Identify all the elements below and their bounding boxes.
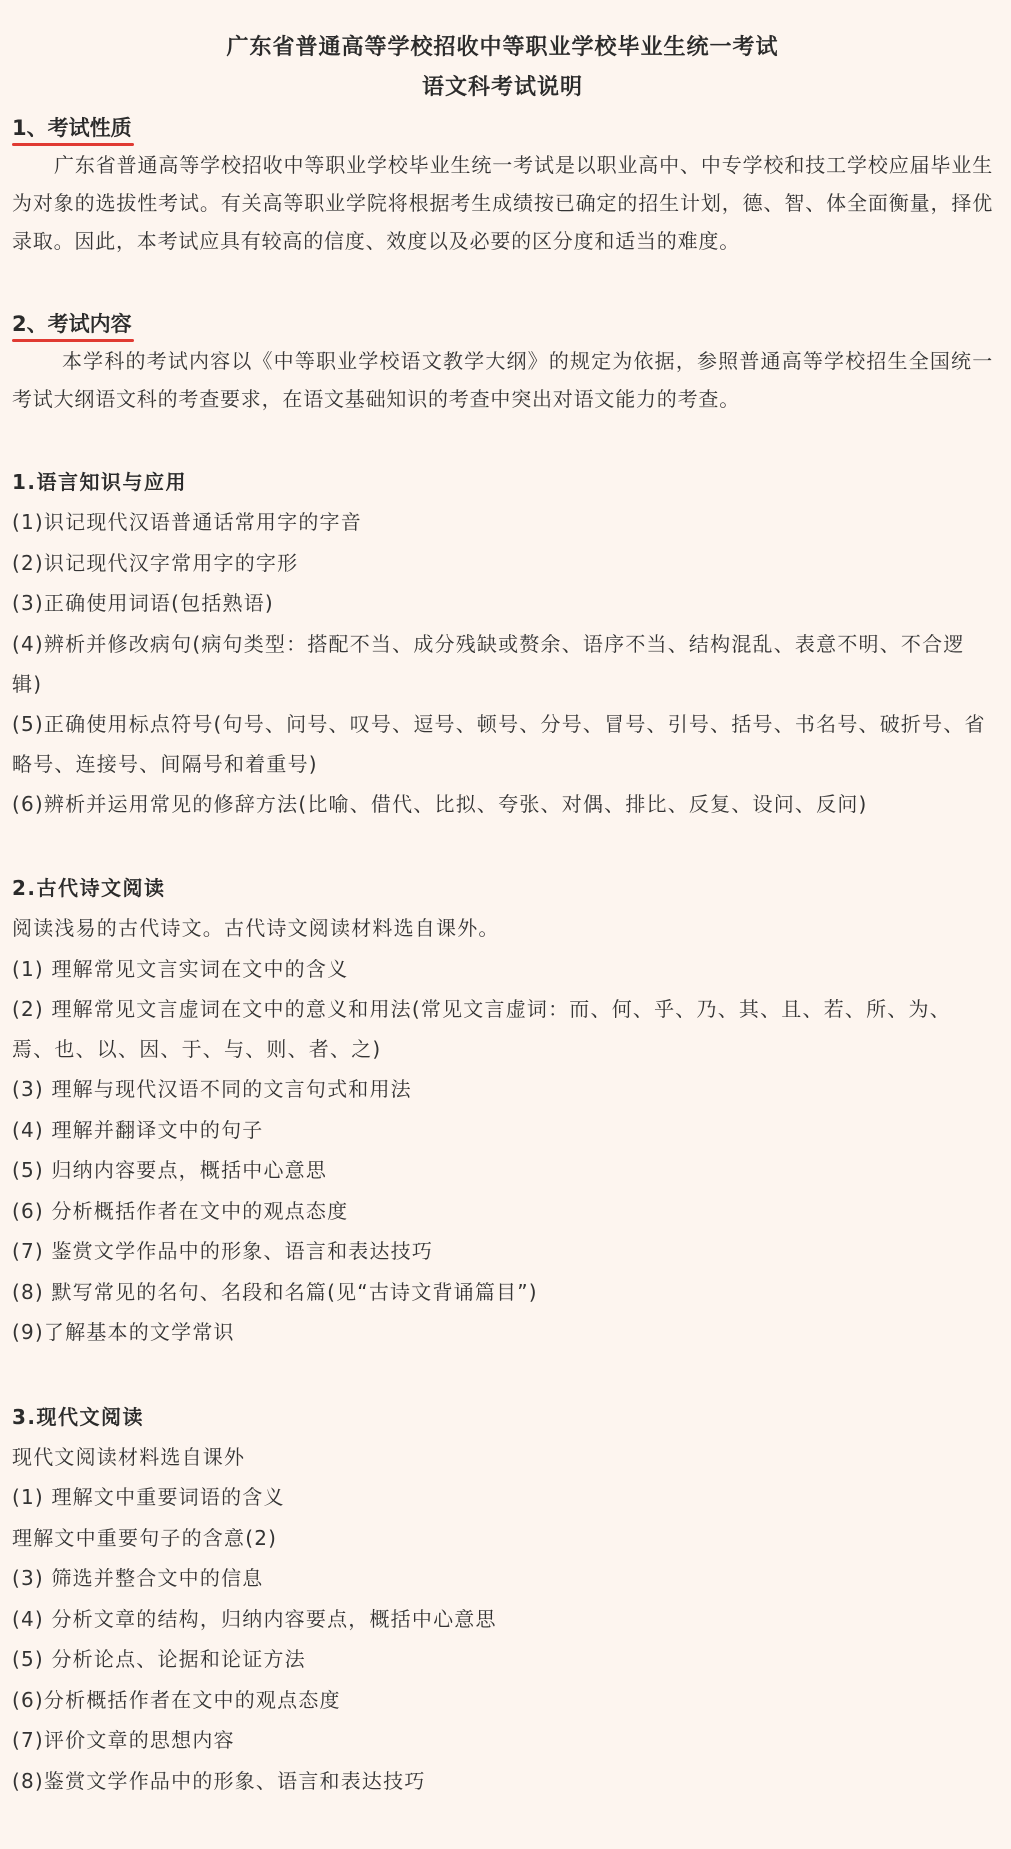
list-item: (1) 理解文中重要词语的含义 xyxy=(12,1485,285,1509)
list-item: (2)识记现代汉字常用字的字形 xyxy=(12,550,299,575)
subsection-intro: 阅读浅易的古代诗文。古代诗文阅读材料选自课外。 xyxy=(12,916,500,940)
list-item: (3) 筛选并整合文中的信息 xyxy=(12,1566,264,1590)
list-item: (9)了解基本的文学常识 xyxy=(12,1320,235,1344)
spacer xyxy=(12,260,993,304)
spacer xyxy=(12,1353,993,1397)
list-item: (6) 分析概括作者在文中的观点态度 xyxy=(12,1198,349,1223)
list-item: (2) 理解常见文言虚词在文中的意义和用法(常见文言虚词：而、何、乎、乃、其、且、若、所、为、焉、也、以、因、于、与、则、者、之) xyxy=(12,997,951,1061)
list-item: (5) 分析论点、论据和论证方法 xyxy=(12,1647,306,1671)
section-heading-exam-nature xyxy=(12,110,132,146)
section-paragraph-exam-nature: 广东省普通高等学校招收中等职业学校毕业生统一考试是以职业高中、中专学校和技工学校应届毕业生为对象的选拔性考试。有关高等职业学院将根据考生成绩按已确定的招生计划，德、智、体全面衡量，择优录取。因此，本考试应具有较高的信度、效度以及必要的区分度和适当的难度。 xyxy=(12,153,993,253)
spacer xyxy=(12,824,993,868)
list-item: (6)分析概括作者在文中的观点态度 xyxy=(12,1687,341,1712)
section-paragraph-exam-content: 本学科的考试内容以《中等职业学校语文教学大纲》的规定为依据，参照普通高等学校招生全国统一考试大纲语文科的考查要求，在语文基础知识的考查中突出对语文能力的考查。 xyxy=(12,349,993,411)
section-heading-label: 1、考试性质 xyxy=(12,116,132,140)
list-item: (4) 理解并翻译文中的句子 xyxy=(12,1117,264,1142)
section-heading-label: 2、考试内容 xyxy=(12,312,132,336)
document-title-line2: 语文科考试说明 xyxy=(421,75,583,100)
subsection-heading-classical: 2.古代诗文阅读 xyxy=(12,876,166,900)
subsection-heading-language: 1.语言知识与应用 xyxy=(12,470,188,494)
list-item: (4) 分析文章的结构，归纳内容要点，概括中心意思 xyxy=(12,1606,497,1631)
spacer xyxy=(12,418,993,462)
list-item: (1) 理解常见文言实词在文中的含义 xyxy=(12,956,349,981)
list-item: (3) 理解与现代汉语不同的文言句式和用法 xyxy=(12,1077,412,1101)
section-heading-exam-content xyxy=(12,306,132,342)
heading-underline xyxy=(12,339,134,342)
list-item: (8)鉴赏文学作品中的形象、语言和表达技巧 xyxy=(12,1768,426,1793)
list-item: (5)正确使用标点符号(句号、问号、叹号、逗号、顿号、分号、冒号、引号、括号、书名号、破折号、省略号、连接号、间隔号和着重号) xyxy=(12,711,986,776)
list-item: (6)辨析并运用常见的修辞方法(比喻、借代、比拟、夸张、对偶、排比、反复、设问、反问) xyxy=(12,791,868,816)
subsection-intro: 现代文阅读材料选自课外 xyxy=(12,1444,246,1469)
list-item: (7)评价文章的思想内容 xyxy=(12,1728,235,1752)
list-item: (5) 归纳内容要点，概括中心意思 xyxy=(12,1158,328,1182)
list-item: 理解文中重要句子的含意(2) xyxy=(12,1525,278,1550)
subsection-heading-modern: 3.现代文阅读 xyxy=(12,1404,145,1429)
list-item: (8) 默写常见的名句、名段和名篇(见“古诗文背诵篇目”) xyxy=(12,1279,538,1304)
list-item: (3)正确使用词语(包括熟语) xyxy=(12,591,274,615)
list-item: (4)辨析并修改病句(病句类型：搭配不当、成分残缺或赘余、语序不当、结构混乱、表意不明、不合逻辑) xyxy=(12,631,965,696)
list-item: (1)识记现代汉语普通话常用字的字音 xyxy=(12,510,362,534)
document-title-line1: 广东省普通高等学校招收中等职业学校毕业生统一考试 xyxy=(226,35,779,60)
list-item: (7) 鉴赏文学作品中的形象、语言和表达技巧 xyxy=(12,1239,434,1263)
heading-underline xyxy=(12,143,134,146)
